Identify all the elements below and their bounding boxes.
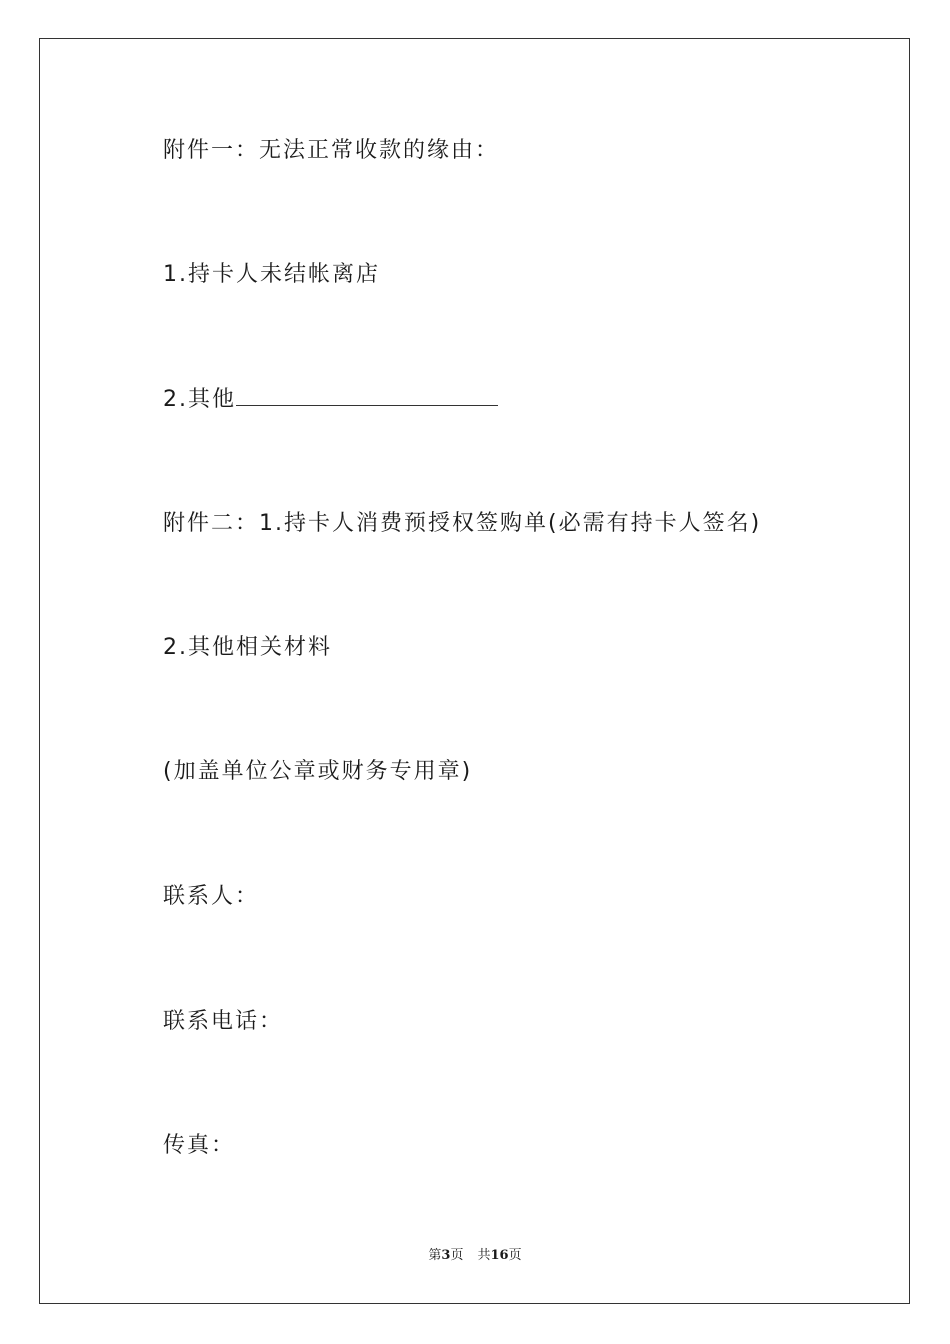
total-suffix: 页: [508, 1248, 522, 1263]
page-footer: [0, 1247, 950, 1265]
reason-item-1: 1.持卡人未结帐离店: [163, 262, 380, 287]
reason-item-2: [163, 385, 498, 414]
page-frame: [39, 38, 910, 1304]
attachment-one-heading: 附件一：无法正常收款的缘由：: [163, 138, 500, 163]
attachment-two-heading: 附件二：1.持卡人消费预授权签购单(必需有持卡人签名): [163, 511, 762, 536]
attachment-two-item-2: 2.其他相关材料: [163, 635, 332, 660]
reason-item-2-label: 2.其他: [163, 387, 236, 412]
page-number: 3: [441, 1248, 451, 1263]
contact-person-label: 联系人：: [163, 884, 260, 909]
total-prefix: 共: [477, 1248, 491, 1263]
fax-label: 传真：: [163, 1133, 236, 1158]
total-pages: 16: [490, 1248, 509, 1263]
page-suffix: 页: [450, 1248, 464, 1263]
contact-phone-label: 联系电话：: [163, 1009, 284, 1034]
stamp-note: (加盖单位公章或财务专用章): [163, 759, 473, 784]
page-prefix: 第: [428, 1248, 442, 1263]
fill-in-blank-line: [236, 385, 498, 406]
